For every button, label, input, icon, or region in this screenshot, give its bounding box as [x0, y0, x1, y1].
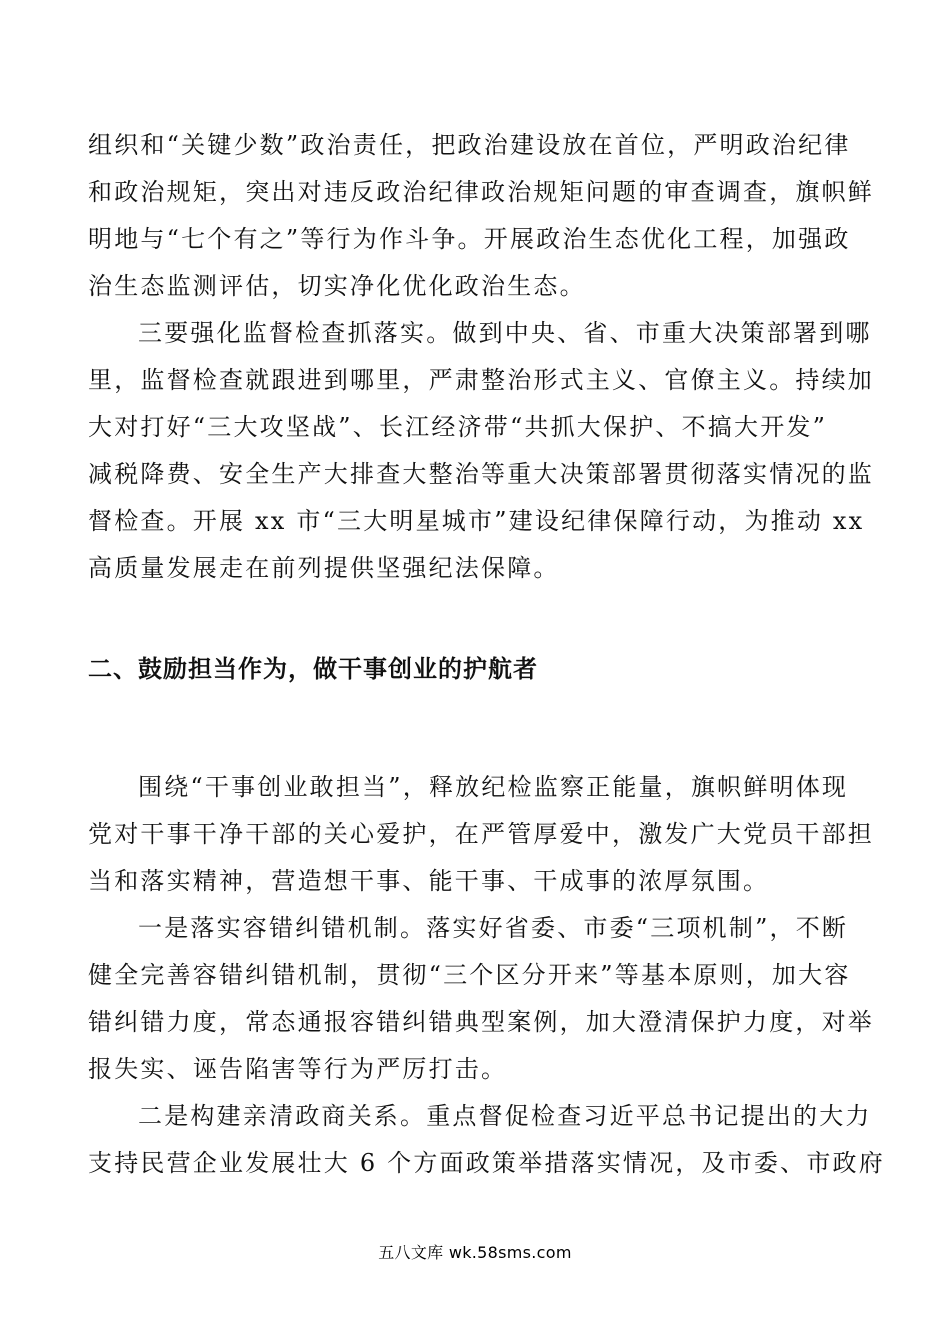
text-line: 围绕“干事创业敢担当”，释放纪检监察正能量，旗帜鲜明体现 [138, 773, 849, 801]
paragraph-5 [88, 1093, 885, 1187]
text-line: 健全完善容错纠错机制，贯彻“三个区分开来”等基本原则，加大容 [88, 961, 851, 989]
text-line: 党对干事干净干部的关心爱护，在严管厚爱中，激发广大党员干部担 [88, 820, 874, 848]
text-line: 督检查。开展 xx 市“三大明星城市”建设纪律保障行动，为推动 xx [88, 507, 865, 535]
text-line: 二是构建亲清政商关系。重点督促检查习近平总书记提出的大力 [138, 1102, 872, 1130]
paragraph-3 [88, 764, 874, 905]
paragraph-2 [88, 310, 874, 592]
text-line: 大对打好“三大攻坚战”、长江经济带“共抓大保护、不搞大开发” [88, 413, 828, 441]
text-line: 明地与“七个有之”等行为作斗争。开展政治生态优化工程，加强政 [88, 225, 851, 253]
text-line: 减税降费、安全生产大排查大整治等重大决策部署贯彻落实情况的监 [88, 460, 874, 488]
footer-watermark: 五八文库 wk.58sms.com [378, 1243, 572, 1262]
text-line: 治生态监测评估，切实净化优化政治生态。 [88, 272, 586, 300]
text-line: 组织和“关键少数”政治责任，把政治建设放在首位，严明政治纪律 [88, 131, 851, 159]
text-line: 一是落实容错纠错机制。落实好省委、市委“三项机制”，不断 [138, 914, 849, 942]
paragraph-4 [88, 905, 874, 1093]
section-heading: 二、鼓励担当作为，做干事创业的护航者 [88, 655, 538, 683]
section-1 [88, 122, 874, 592]
section-2 [88, 764, 885, 1187]
text-line: 支持民营企业发展壮大 6 个方面政策举措落实情况，及市委、市政府 [88, 1149, 885, 1177]
text-line: 三要强化监督检查抓落实。做到中央、省、市重大决策部署到哪 [138, 319, 872, 347]
paragraph-1 [88, 122, 874, 310]
text-line: 当和落实精神，营造想干事、能干事、干成事的浓厚氛围。 [88, 867, 770, 895]
text-line: 报失实、诬告陷害等行为严厉打击。 [88, 1055, 508, 1083]
text-line: 和政治规矩，突出对违反政治纪律政治规矩问题的审查调查，旗帜鲜 [88, 178, 874, 206]
text-line: 高质量发展走在前列提供坚强纪法保障。 [88, 554, 560, 582]
text-line: 里，监督检查就跟进到哪里，严肃整治形式主义、官僚主义。持续加 [88, 366, 874, 394]
text-line: 错纠错力度，常态通报容错纠错典型案例，加大澄清保护力度，对举 [88, 1008, 874, 1036]
